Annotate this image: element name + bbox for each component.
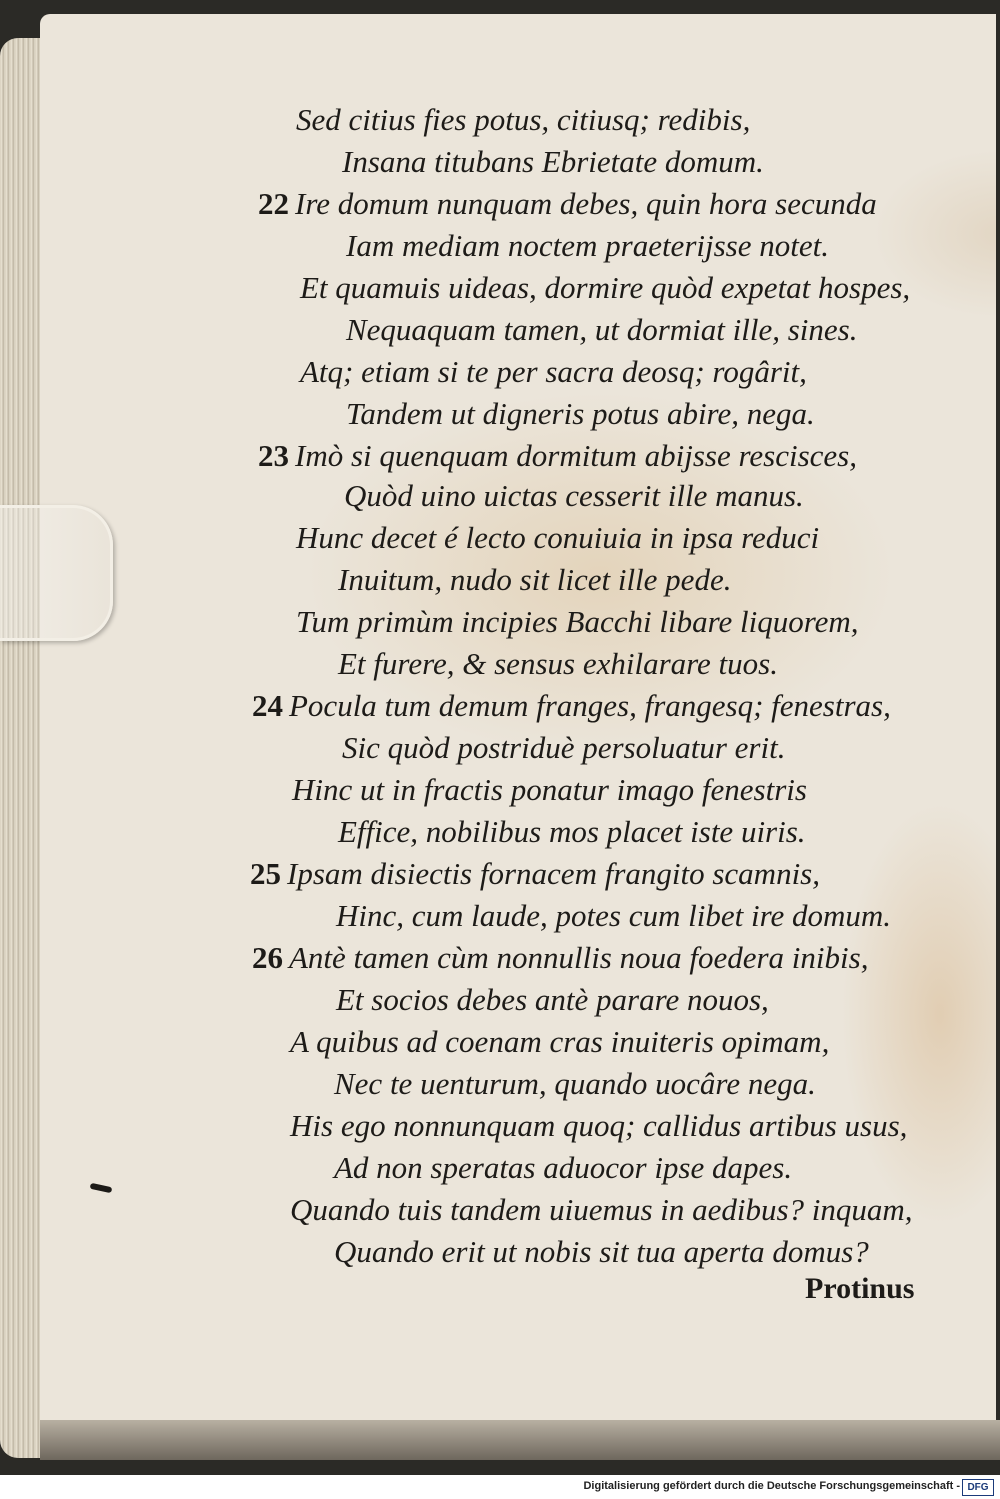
verse-line: Et furere, & sensus exhilarare tuos. <box>338 646 778 681</box>
verse-line: Et socios debes antè parare nouos, <box>336 982 769 1017</box>
verse-line: Hinc, cum laude, potes cum libet ire domum. <box>336 898 892 933</box>
verse-line: Hunc decet é lecto conuiuia in ipsa reduci <box>296 520 820 555</box>
verse-line: Quando tuis tandem uiuemus in aedibus? inquam, <box>290 1192 913 1227</box>
verse-line: Sic quòd postriduè persoluatur erit. <box>342 730 786 765</box>
verse-line: 26 Antè tamen cùm nonnullis noua foedera inibis, <box>252 940 869 975</box>
verse-line: Tandem ut digneris potus abire, nega. <box>346 396 815 431</box>
verse-line: Quando erit ut nobis sit tua aperta domus? <box>334 1234 869 1269</box>
verse-line: Ad non speratas aduocor ipse dapes. <box>334 1150 793 1185</box>
verse-line: A quibus ad coenam cras inuiteris opimam, <box>290 1024 830 1059</box>
verse-line: Insana titubans Ebrietate domum. <box>342 144 764 179</box>
verse-line: Sed citius fies potus, citiusq; redibis, <box>296 102 751 137</box>
verse-number: 23 <box>258 438 289 473</box>
dfg-logo: DFG <box>962 1479 994 1496</box>
verse-number: 25 <box>250 856 281 891</box>
verse-line: Atq; etiam si te per sacra deosq; rogârit, <box>300 354 807 389</box>
catchword: Protinus <box>805 1272 915 1305</box>
verse-line: Hinc ut in fractis ponatur imago fenestris <box>292 772 807 807</box>
verse-number: 24 <box>252 688 283 723</box>
verse-line: 23 Imò si quenquam dormitum abijsse rescisces, <box>258 438 857 473</box>
verse-line: 24 Pocula tum demum franges, frangesq; fenestras, <box>252 688 891 723</box>
verse-line: His ego nonnunquam quoq; callidus artibus usus, <box>290 1108 908 1143</box>
verse-number: 26 <box>252 940 283 975</box>
verse-line: Nec te uenturum, quando uocâre nega. <box>334 1066 816 1101</box>
verse-line: 22 Ire domum nunquam debes, quin hora secunda <box>258 186 877 221</box>
verse-line: Tum primùm incipies Bacchi libare liquorem, <box>296 604 859 639</box>
verse-line: Inuitum, nudo sit licet ille pede. <box>338 562 732 597</box>
verse-line: Effice, nobilibus mos placet iste uiris. <box>338 814 806 849</box>
footer-bar <box>0 1476 1000 1499</box>
verse-line: Nequaquam tamen, ut dormiat ille, sines. <box>346 312 858 347</box>
verse-line: Et quamuis uideas, dormire quòd expetat hospes, <box>300 270 911 305</box>
verse-line: Iam mediam noctem praeterijsse notet. <box>346 228 829 263</box>
funding-credit: Digitalisierung gefördert durch die Deutsche Forschungsgemeinschaft - <box>583 1480 960 1492</box>
verse-number: 22 <box>258 186 289 221</box>
verse-line: 25 Ipsam disiectis fornacem frangito scamnis, <box>250 856 820 891</box>
verse-line: Quòd uino uictas cesserit ille manus. <box>344 478 804 513</box>
